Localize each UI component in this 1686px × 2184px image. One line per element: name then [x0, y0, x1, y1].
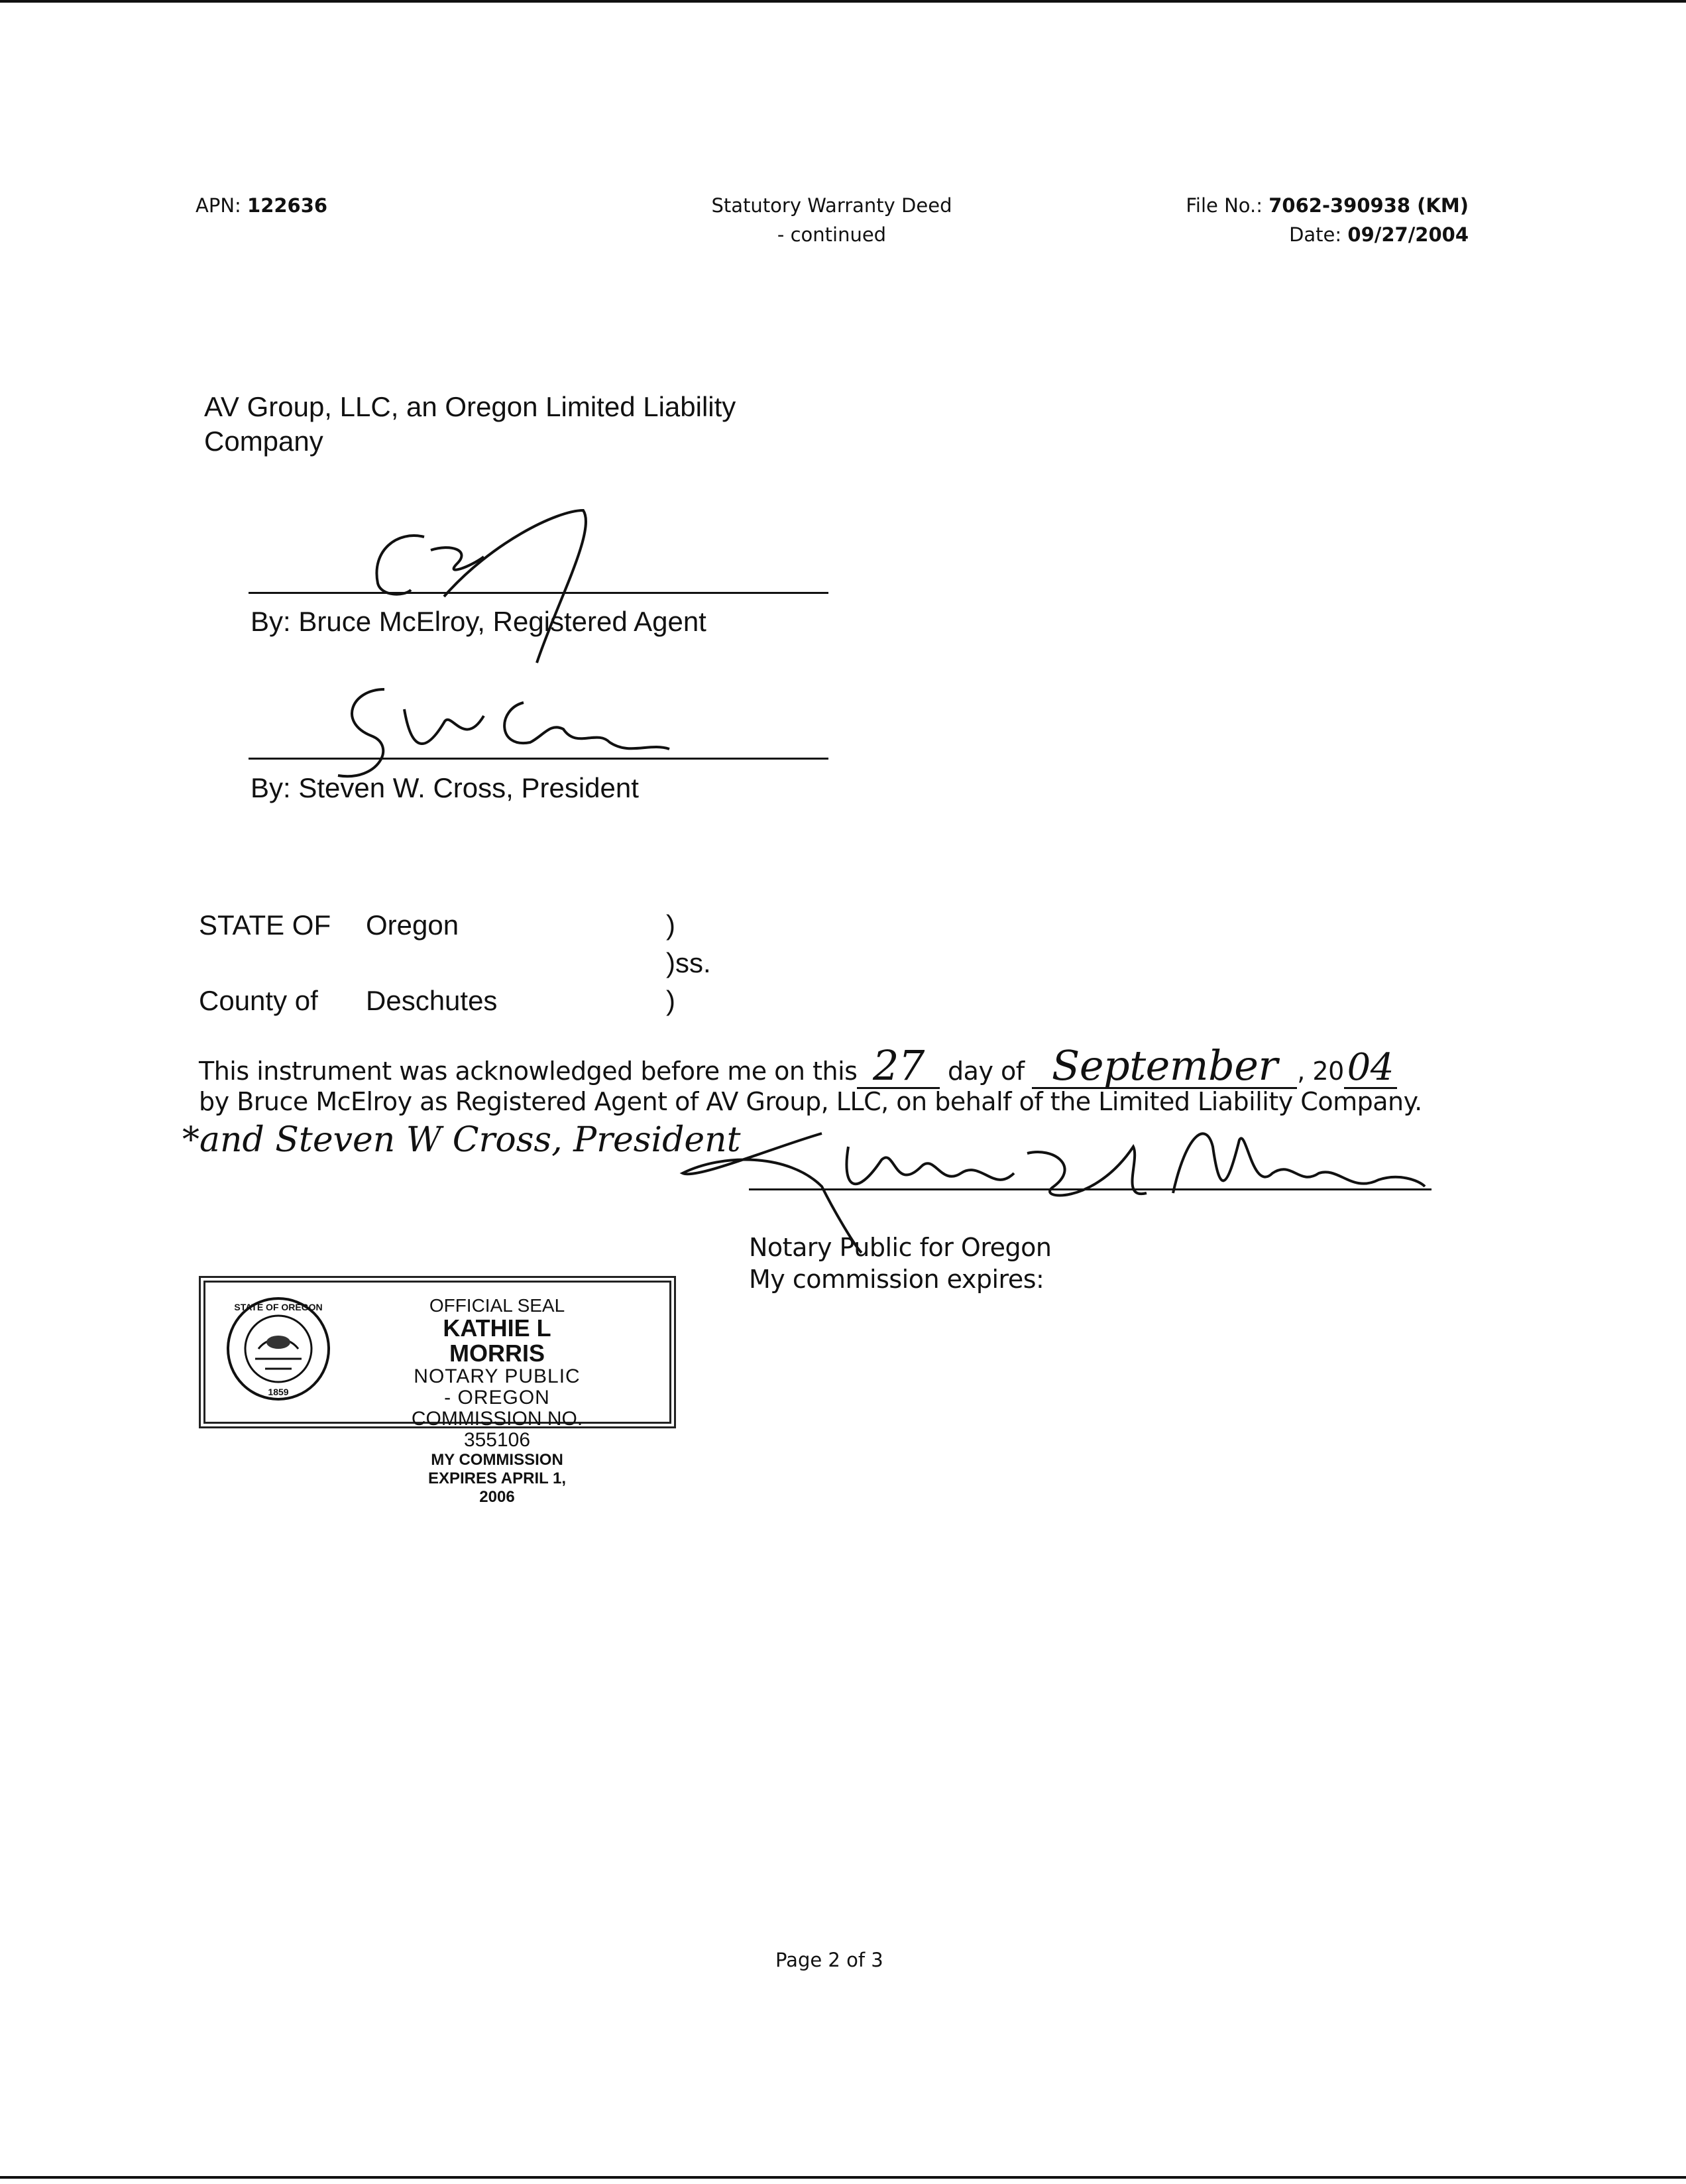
ack-day: 27	[872, 1041, 925, 1090]
ack-year-blank	[1344, 1046, 1397, 1089]
county-value: Deschutes	[366, 985, 498, 1016]
ack-handwritten-addition: *and Steven W Cross, President	[182, 1120, 741, 1160]
notary-line1: Notary Public for Oregon	[749, 1233, 1052, 1262]
doc-subtitle: - continued	[777, 223, 887, 246]
ack-year: 04	[1347, 1046, 1394, 1089]
signature-line-1	[249, 592, 828, 594]
signer-1: By: Bruce McElroy, Registered Agent	[251, 606, 706, 637]
ack-month-blank	[1032, 1041, 1297, 1090]
apn-label: APN:	[196, 194, 241, 217]
file-info	[1186, 191, 1469, 249]
grantor	[204, 390, 736, 459]
signer-2: By: Steven W. Cross, President	[251, 772, 639, 803]
venue-paren-top: )	[666, 909, 675, 941]
notary-line2: My commission expires:	[749, 1265, 1044, 1294]
state-value: Oregon	[366, 909, 459, 941]
signature-notary	[683, 1094, 1432, 1253]
signature-line-2	[249, 758, 828, 760]
venue-ss: )ss.	[666, 947, 711, 978]
ack-line1-c: , 20	[1297, 1057, 1344, 1086]
seal-line2: KATHIE L MORRIS	[443, 1314, 551, 1367]
state-label: STATE OF	[199, 909, 331, 941]
file-value: 7062-390938 (KM)	[1268, 194, 1469, 217]
signature-mcelroy	[358, 504, 623, 676]
apn-value: 122636	[247, 194, 328, 217]
page-bottom-edge	[0, 2176, 1686, 2179]
county-label: County of	[199, 985, 318, 1016]
seal-text	[411, 1296, 583, 1507]
oregon-seal-emblem	[225, 1296, 331, 1402]
ack-line1	[199, 1041, 1397, 1090]
venue-paren-bottom: )	[666, 985, 675, 1016]
apn	[196, 191, 327, 220]
page-top-edge	[0, 0, 1686, 3]
notary-seal	[199, 1276, 676, 1506]
ack-line1-a: This instrument was acknowledged before me on this	[199, 1057, 858, 1086]
seal-emblem-text: STATE OF OREGON	[234, 1302, 323, 1312]
notary-signature-line	[749, 1188, 1432, 1190]
seal-line3: NOTARY PUBLIC - OREGON	[414, 1365, 581, 1408]
seal-line4: COMMISSION NO. 355106	[411, 1408, 583, 1451]
ack-line1-b: day of	[948, 1057, 1025, 1086]
ack-day-blank	[857, 1041, 940, 1090]
seal-line5: MY COMMISSION EXPIRES APRIL 1, 2006	[427, 1451, 567, 1506]
page-number: Page 2 of 3	[775, 1949, 883, 1971]
notary-info	[749, 1232, 1051, 1295]
file-label: File No.:	[1186, 194, 1263, 217]
doc-title: Statutory Warranty Deed	[711, 194, 952, 217]
date-value: 09/27/2004	[1347, 223, 1469, 246]
grantor-line1: AV Group, LLC, an Oregon Limited Liability	[204, 391, 736, 422]
grantor-line2: Company	[204, 426, 323, 457]
ack-month: September	[1051, 1041, 1278, 1090]
date-label: Date:	[1289, 223, 1342, 246]
ack-line2: by Bruce McElroy as Registered Agent of AV Group, LLC, on behalf of the Limited Liability Company.	[199, 1087, 1422, 1116]
seal-emblem-year: 1859	[268, 1387, 289, 1397]
seal-line1: OFFICIAL SEAL	[429, 1295, 565, 1316]
